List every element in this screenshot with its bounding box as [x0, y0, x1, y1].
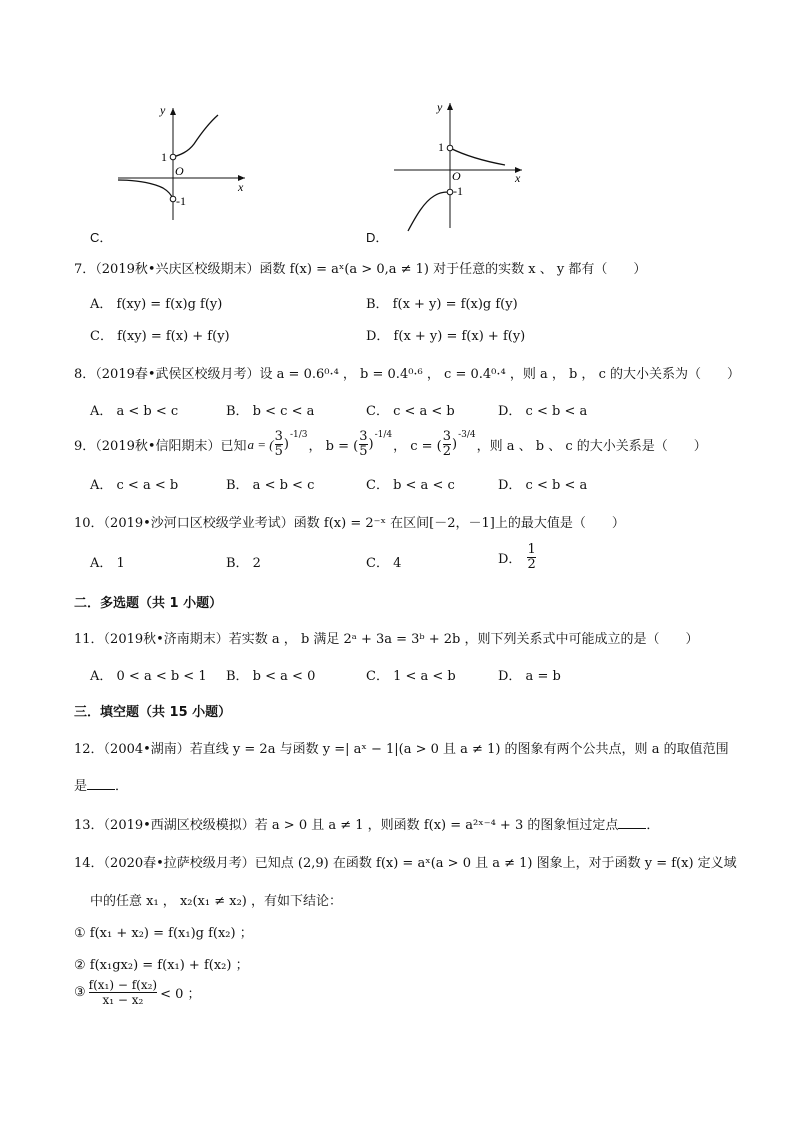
question-9-close-c: ) — [452, 437, 458, 452]
graph-d-x-label: x — [515, 171, 521, 185]
question-7-stem: 7．（2019秋•兴庆区校级期末）函数 f(x) = aˣ(a > 0,a ≠ 1) 对于任意的实数 x 、 y 都有（ ） — [74, 262, 647, 277]
question-12-line-2: 是 ． — [74, 779, 129, 794]
question-14-item-2: ② f(x₁gx₂) = f(x₁) + f(x₂) ； — [74, 958, 249, 973]
question-10-option-c: C． 4 — [366, 556, 402, 571]
question-9-exp-a: -1/3 — [290, 430, 308, 440]
option-c-label: C． — [90, 230, 113, 245]
question-14-line-1: 14．（2020春•拉萨校级月考）已知点 (2,9) 在函数 f(x) = aˣ(a > 0 且 a ≠ 1) 图象上，对于函数 y = f(x) 定义域 — [74, 856, 737, 871]
question-7-option-c: C． f(xy) = f(x) + f(y) — [90, 329, 230, 344]
graph-c-neg-one: -1 — [176, 194, 186, 208]
graph-c-origin: O — [175, 164, 184, 178]
question-10-option-d — [498, 543, 536, 572]
question-13-stem: 13．（2019•西湖区校级模拟）若 a > 0 且 a ≠ 1 ，则函数 f(x) = a²ˣ⁻⁴ + 3 的图象恒过定点 ． — [74, 818, 660, 833]
graph-d-one: 1 — [438, 140, 444, 154]
question-8-option-b: B． b < c < a — [226, 404, 315, 419]
question-9-exp-c: -3/4 — [458, 430, 476, 440]
question-10-option-d-prefix: D． — [498, 552, 522, 567]
option-d-label: D． — [366, 230, 389, 245]
question-9-stem — [74, 430, 707, 459]
question-9-option-b: B． a < b < c — [226, 478, 315, 493]
question-13-answer-blank[interactable] — [618, 816, 646, 829]
question-11-option-d: D． a = b — [498, 669, 561, 684]
graph-c-x-label: x — [238, 180, 244, 194]
question-8-option-a: A． a < b < c — [90, 404, 179, 419]
graph-d — [390, 98, 535, 233]
question-14-item-3-suffix: < 0 ； — [160, 987, 201, 1002]
question-7-option-b: B． f(x + y) = f(x)g f(y) — [366, 297, 518, 312]
graph-d-y-label: y — [437, 100, 443, 114]
section-3-heading: 三．填空题（共 15 小题） — [74, 705, 232, 720]
question-11-option-c: C． 1 < a < b — [366, 669, 456, 684]
graph-c-y-label: y — [160, 103, 166, 117]
question-8-stem: 8．（2019春•武侯区校级月考）设 a = 0.6⁰·⁴ ， b = 0.4⁰·⁶ ， c = 0.4⁰·⁴ ，则 a ， b ， c 的大小关系为（ ） — [74, 367, 740, 382]
question-14-item-3-prefix: ③ — [74, 985, 86, 1000]
question-14-line-2: 中的任意 x₁ ， x₂(x₁ ≠ x₂) ，有如下结论： — [90, 894, 343, 909]
question-9-frac-b: $\frac{3}{5}$ — [359, 429, 368, 459]
question-9-frac-a: $\frac{3}{5}$ — [274, 429, 283, 459]
question-10-option-a: A． 1 — [90, 556, 125, 571]
question-12-line-1: 12．（2004•湖南）若直线 y = 2a 与函数 y =| aˣ − 1|(a > 0 且 a ≠ 1) 的图象有两个公共点，则 a 的取值范围 — [74, 742, 729, 757]
question-8-option-d: D． c < b < a — [498, 404, 588, 419]
question-12-answer-blank[interactable] — [87, 777, 115, 790]
question-9-close-a: ) — [283, 437, 289, 452]
question-11-option-b: B． b < a < 0 — [226, 669, 316, 684]
graph-c — [110, 100, 260, 225]
graph-c-one: 1 — [161, 150, 167, 164]
question-10-option-d-frac: $\frac{1}{2}$ — [527, 542, 536, 572]
question-11-stem: 11．（2019秋•济南期末）若实数 a ， b 满足 2ᵃ + 3a = 3ᵇ + 2b ，则下列关系式中可能成立的是（ ） — [74, 632, 699, 647]
question-7-option-d: D． f(x + y) = f(x) + f(y) — [366, 329, 526, 344]
question-14-item-3 — [74, 978, 201, 1007]
question-11-option-a: A． 0 < a < b < 1 — [90, 669, 207, 684]
question-10-option-b: B． 2 — [226, 556, 261, 571]
question-9-exp-b: -1/4 — [374, 430, 393, 440]
question-9-option-c: C． b < a < c — [366, 478, 455, 493]
question-8-option-c: C． c < a < b — [366, 404, 455, 419]
graph-d-neg-one: -1 — [453, 184, 463, 198]
question-7-option-a: A． f(xy) = f(x)g f(y) — [90, 297, 223, 312]
question-9-close-b: ) — [368, 437, 374, 452]
section-2-heading: 二．多选题（共 1 小题） — [74, 596, 223, 611]
question-9-frac-c: $\frac{3}{2}$ — [442, 429, 452, 459]
question-14-item-1: ① f(x₁ + x₂) = f(x₁)g f(x₂) ； — [74, 926, 253, 941]
question-9-prefix: 9．（2019秋•信阳期末）已知 — [74, 439, 247, 454]
question-9-option-a: A． c < a < b — [90, 478, 179, 493]
question-9-b-eq: ， b = ( — [308, 439, 359, 454]
question-9-c-eq: ， c = ( — [393, 439, 442, 454]
question-14-item-3-frac: $\frac{\text{f(x₁) − f(x₂)}}{\text{x₁ − x₂}}$ — [88, 978, 158, 1007]
question-10-stem: 10．（2019•沙河口区校级学业考试）函数 f(x) = 2⁻ˣ 在区间[－2，－1]上的最大值是（ ） — [74, 516, 625, 531]
question-9-option-d: D． c < b < a — [498, 478, 588, 493]
graph-d-origin: O — [452, 169, 461, 183]
question-9-suffix: ，则 a 、 b 、 c 的大小关系是（ ） — [476, 439, 707, 454]
question-9-a-eq: a = ( — [247, 436, 274, 452]
